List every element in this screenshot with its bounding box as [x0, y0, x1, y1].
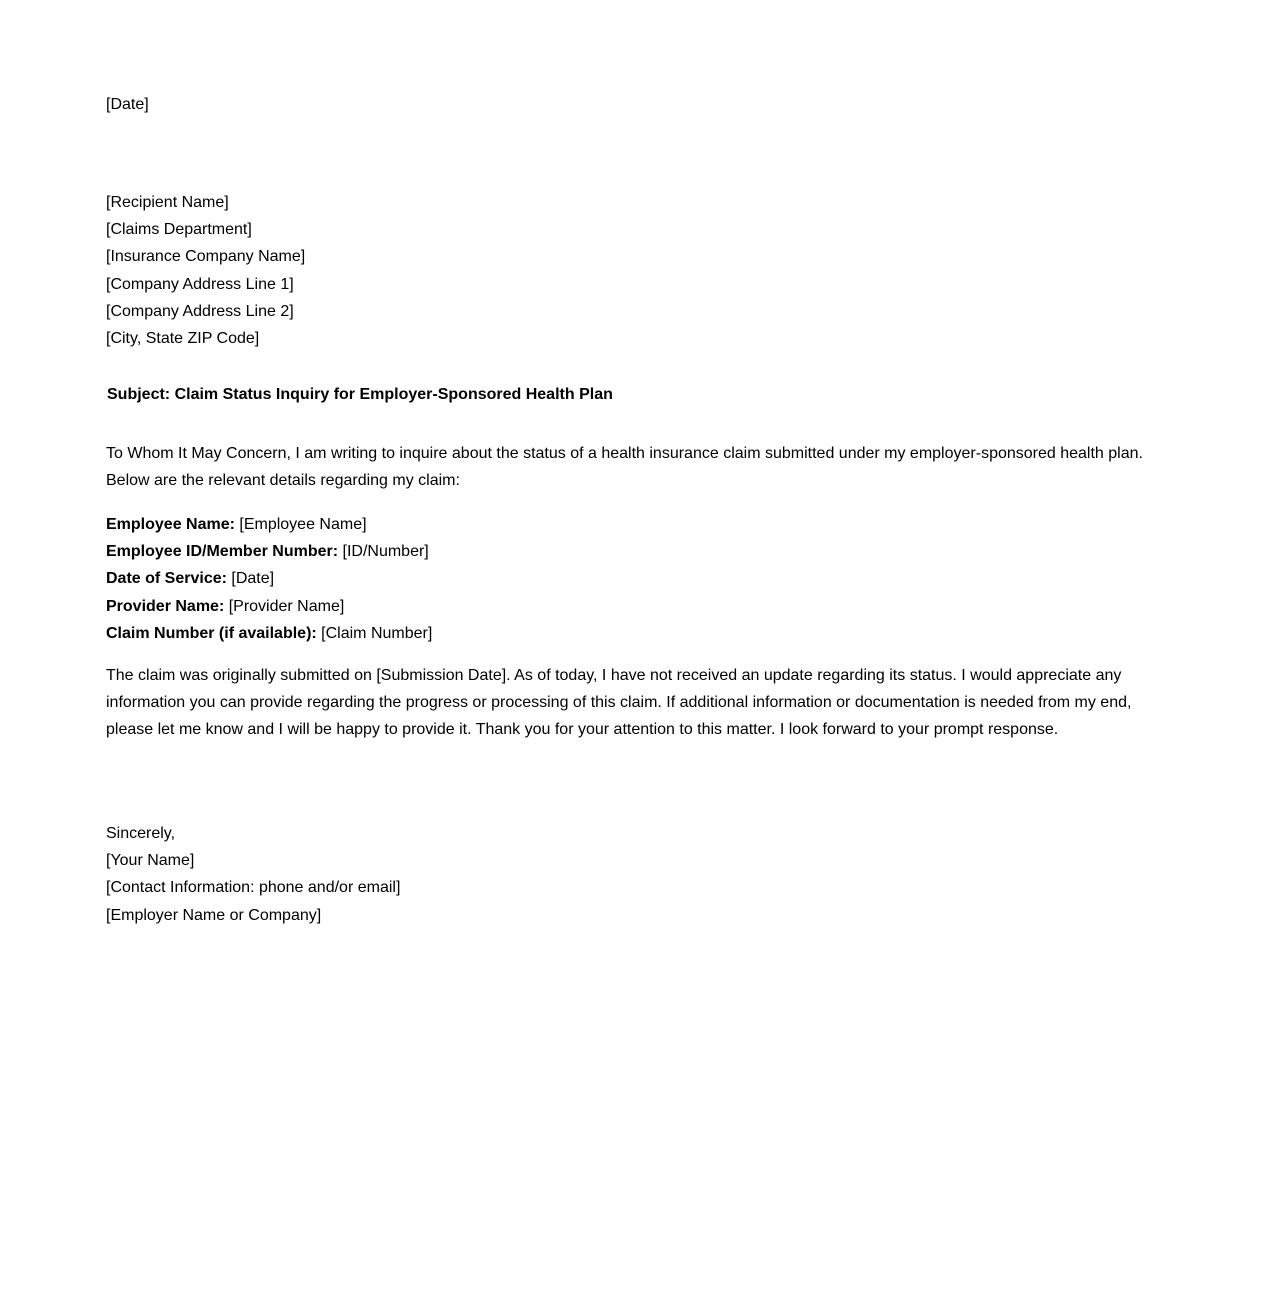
- letter-subject: Subject: Claim Status Inquiry for Employer-Sponsored Health Plan: [107, 386, 613, 403]
- detail-claim-number: [106, 620, 432, 647]
- detail-value: [Employee Name]: [234, 516, 367, 533]
- body-line-2: information you can provide regarding the progress or processing of this claim. If additional information or documentation is needed from my end,: [106, 694, 1132, 711]
- body-paragraph: [106, 662, 1166, 743]
- sender-employer: [Employer Name or Company]: [106, 906, 322, 924]
- recipient-name: [Recipient Name]: [106, 194, 229, 211]
- detail-provider-name: [106, 593, 432, 620]
- sender-name: [Your Name]: [106, 852, 195, 870]
- body-line-3: please let me know and I will be happy to provide it. Thank you for your attention to this matter. I look forward to your prompt response.: [106, 721, 1059, 738]
- detail-label: Date of Service:: [106, 570, 227, 588]
- detail-employee-name: [106, 511, 432, 538]
- intro-paragraph: [106, 440, 1166, 494]
- recipient-city-state-zip: [City, State ZIP Code]: [106, 330, 260, 348]
- letter-date: [Date]: [106, 96, 149, 113]
- closing-salutation: Sincerely,: [106, 825, 176, 842]
- detail-value: [Provider Name]: [224, 597, 345, 615]
- detail-label: Provider Name:: [106, 597, 225, 615]
- closing-block: [106, 820, 400, 929]
- detail-value: [Claim Number]: [316, 624, 433, 642]
- claim-details-list: [106, 511, 432, 647]
- intro-line-2: Below are the relevant details regarding my claim:: [106, 472, 460, 489]
- detail-label: Employee ID/Member Number:: [106, 543, 339, 561]
- body-line-1: The claim was originally submitted on [Submission Date]. As of today, I have not received an update regarding its status. I would appreciate any: [106, 667, 1122, 684]
- recipient-department: [Claims Department]: [106, 221, 252, 239]
- sender-contact: [Contact Information: phone and/or email]: [106, 879, 401, 897]
- detail-date-of-service: [106, 565, 432, 592]
- detail-label: Claim Number (if available):: [106, 624, 317, 642]
- intro-line-1: To Whom It May Concern, I am writing to inquire about the status of a health insurance claim submitted under my employer-sponsored health plan.: [106, 445, 1143, 462]
- detail-employee-id: [106, 538, 432, 565]
- detail-value: [ID/Number]: [338, 543, 429, 561]
- recipient-address-line-2: [Company Address Line 2]: [106, 302, 294, 320]
- recipient-company: [Insurance Company Name]: [106, 248, 306, 266]
- detail-value: [Date]: [226, 570, 275, 588]
- recipient-address-block: [106, 189, 305, 352]
- detail-label: Employee Name:: [106, 516, 235, 533]
- recipient-address-line-1: [Company Address Line 1]: [106, 275, 294, 293]
